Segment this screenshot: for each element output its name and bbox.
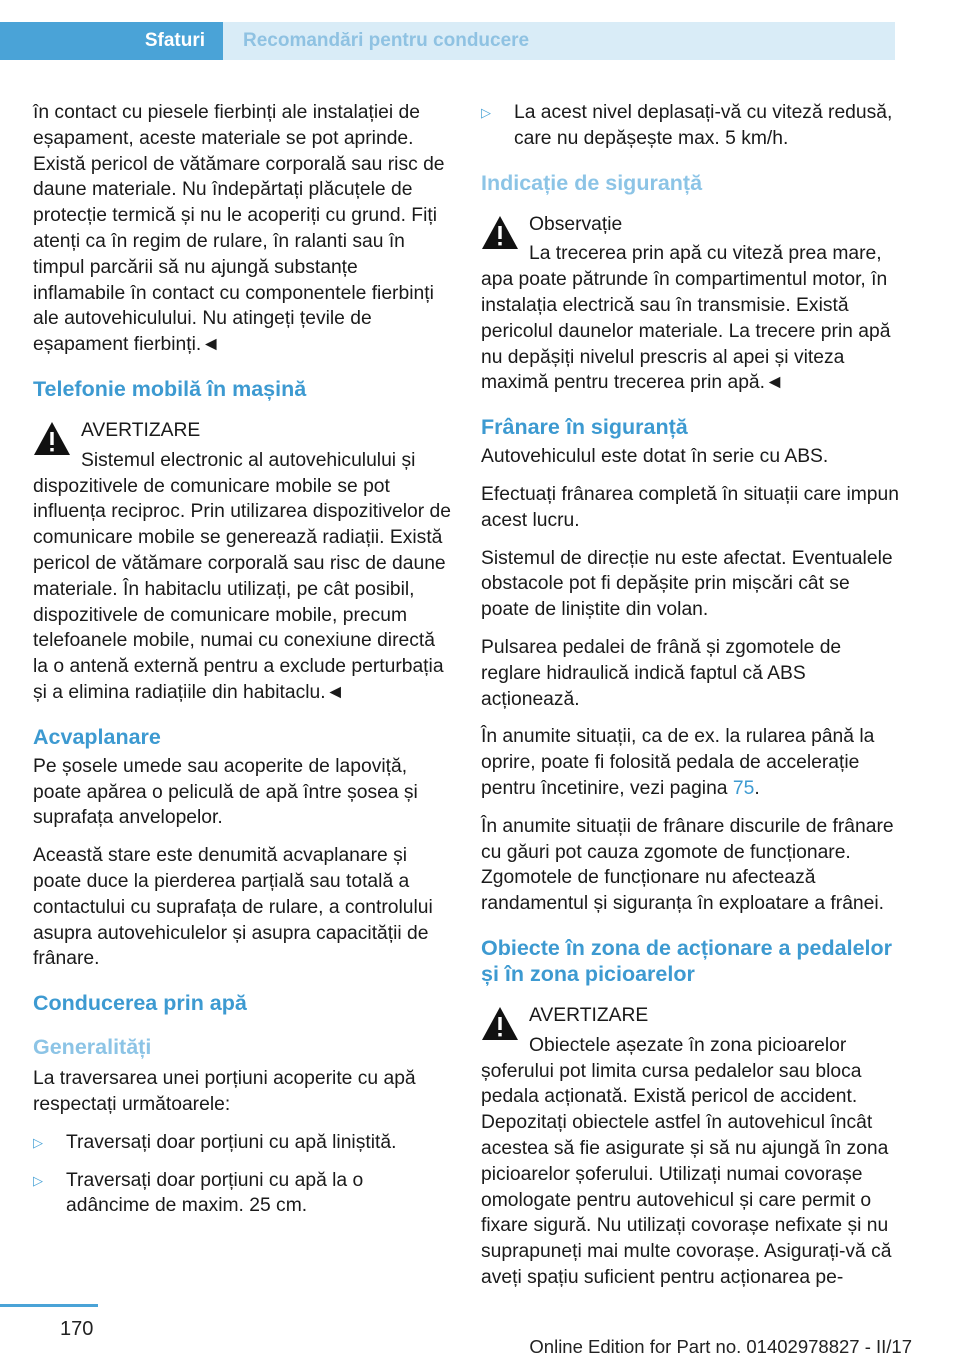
braking-paragraph-3: Sistemul de direcție nu este afectat. Eventualele obstacole pot fi depășite prin mișcări cât se poate de liniștite din volan. [481,547,893,621]
edition-text: Online Edition for Part no. 01402978827 - II/17 [529,1336,912,1357]
heading-driving-through-water: Conducerea prin apă [33,991,247,1016]
bullet-triangle-icon: ▷ [481,105,491,120]
braking-paragraph-5 [481,724,901,801]
heading-safe-braking: Frânare în siguranță [481,415,688,440]
aquaplaning-paragraph-1: Pe șosele umede sau acoperite de lapoviță, poate apărea o peliculă de apă între șosea și suprafața anvelopelor. [33,755,418,829]
list-item [33,1130,451,1156]
header-subsection-label: Recomandări pentru conducere [243,30,530,51]
bullet-triangle-icon: ▷ [33,1172,43,1188]
list-item [481,100,901,152]
warning-block-safety [481,212,901,397]
subheading-safety-note: Indicație de siguranță [481,170,703,195]
warning-text: Sistemul electronic al autovehiculului și dispozitivele de comunicare mobile se pot influența reciproc. Prin utilizarea dispozitivelor de comunicare mobile se generează radiații. Există pericol de vătămare corporală sau risc de daune materiale. În habitaclu utilizați, pe cât posibil, dispozitivele de comunicare mobile, precum telefoanele mobile, numai cu conexiune directă la o antenă externă pentru a exclude perturbația și a elimina radiațiile din habitaclu.◄ [33,449,451,703]
braking-paragraph-6: În anumite situații de frânare discurile de frânare cu găuri pot cauza zgomote de funcționare. Zgomotele de funcționare nu afectează randamentul și siguranța în exploatare a frânei. [481,815,894,915]
warning-triangle-icon [481,1006,519,1041]
page-reference-link[interactable]: 75 [732,777,755,799]
warning-triangle-icon [481,215,519,250]
list-item [33,1168,451,1220]
right-column [481,100,901,1303]
braking-paragraph-4: Pulsarea pedalei de frână și zgomotele de reglare hidraulică indică faptul că ABS acționează. [481,636,842,710]
warning-triangle-icon [33,421,71,456]
braking-paragraph-2: Efectuați frânarea completă în situații care impun acest lucru. [481,483,899,531]
aquaplaning-paragraph-2: Această stare este denumită acvaplanare și poate duce la pierderea parțială sau totală a contactului cu suprafața de rulare, a controlului asupra autovehiculelor și asupra capacității de frânare. [33,845,433,970]
warning-text: Obiectele așezate în zona picioarelor șoferului pot limita cursa pedalelor sau bloca pedala acționată. Există pericol de accident. Depozitați obiectele astfel în autovehicul încât acestea să fie asigurate și să nu ajungă în zona picioarelor șoferului. Utilizați numai covorașe omologate pentru autovehicul și care permit o fixare sigură. Nu utilizați covorașe nefixate și nu suprapuneți mai multe covorașe. Asigurați-vă că aveți spațiu suficient pentru acționarea pe- [481,1034,892,1288]
warning-title: AVERTIZARE [81,419,201,441]
page-number: 170 [60,1318,94,1340]
warning-block-phone [33,418,451,706]
braking-paragraph-5-end: . [754,777,760,799]
left-column [33,100,451,1231]
subheading-general: Generalități [33,1035,152,1060]
warning-text: La trecerea prin apă cu viteză prea mare, apa poate pătrunde în compartimentul motor, în instalația electrică sau în transmisie. Există pericolul daunelor materiale. La trecere prin apă nu depășiți nivelul prescris al apei și viteza maximă pentru trecerea prin apă.◄ [481,243,891,394]
list-item-text: La acest nivel deplasați-vă cu viteză redusă, care nu depășește max. 5 km/h. [514,102,893,149]
heading-mobile-phone: Telefonie mobilă în mașină [33,376,307,401]
header-section-tab [0,22,223,60]
intro-paragraph: în contact cu piesele fierbinți ale instalației de eșapament, aceste materiale se pot aprinde. Există pericol de vătămare corporală sau risc de daune materiale. Nu îndepărtați plăcuțele de protecție termică și nu le acoperiți cu grund. Fiți atenți ca în regim de rulare, în ralanti sau în timpul parcării să nu ajungă substanțe inflamabile în contact cu componentele fierbinți ale autovehiculului. Nu atingeți țevile de eșapament fierbinți.◄ [33,102,445,356]
general-paragraph: La traversarea unei porțiuni acoperite cu apă respectați următoarele: [33,1068,416,1115]
footer-accent-line [0,1304,98,1307]
heading-aquaplaning: Acvaplanare [33,724,161,749]
warning-block-objects [481,1003,901,1291]
braking-paragraph-1: Autovehiculul este dotat în serie cu ABS. [481,446,829,468]
warning-title: AVERTIZARE [529,1004,649,1026]
heading-pedal-area-objects: Obiecte în zona de acționare a pedalelor și în zona picioarelor [481,935,893,986]
header-subsection-tab [223,22,895,60]
list-item-text: Traversați doar porțiuni cu apă la o adâncime de maxim. 25 cm. [66,1169,364,1217]
warning-title: Observație [529,213,623,235]
bullet-triangle-icon: ▷ [33,1134,43,1150]
list-item-text: Traversați doar porțiuni cu apă liniștită. [66,1131,397,1153]
header-section-label: Sfaturi [144,30,205,51]
braking-paragraph-5-text: În anumite situații, ca de ex. la rularea până la oprire, poate fi folosită pedala de accelerație pentru încetinire, vezi pagina [481,726,875,799]
